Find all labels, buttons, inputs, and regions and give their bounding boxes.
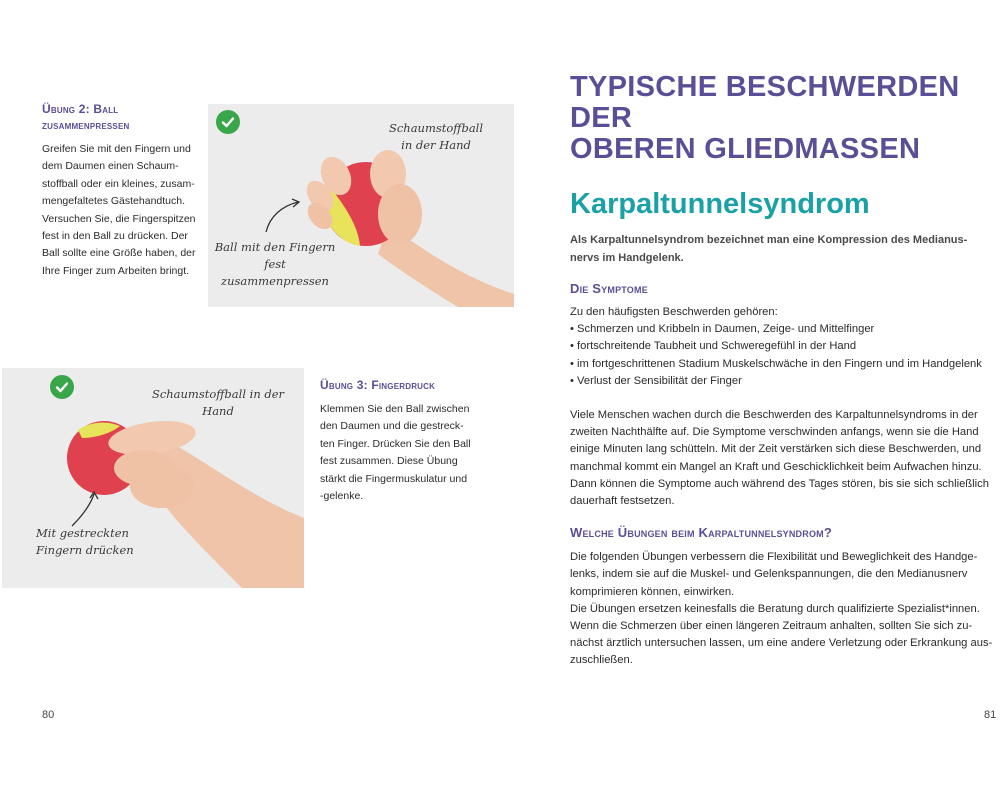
page-heading: TYPISCHE BESCHWERDEN DER OBEREN GLIEDMASSEN — [570, 71, 960, 165]
page-number-right: 81 — [984, 709, 997, 721]
list-item: • Verlust der Sensibilität der Finger — [570, 374, 742, 387]
page-number-left: 80 — [42, 709, 55, 721]
exercise-3-text: Klemmen Sie den Ball zwischen den Daumen und die gestreck- ten Finger. Drücken Sie den Ball fest zusammen. Diese Übung stärkt die Fingermuskulatur und -gelenke. — [320, 403, 471, 503]
exercise-2-block — [42, 101, 202, 280]
night-symptoms-paragraph: Viele Menschen wachen durch die Beschwerden des Karpaltunnelsyndroms in der zweiten Nachthälfte auf. Die Symptome verschwinden anfangs, wenn sie die Hand einige Minuten lang schütteln. Mit der Zeit verstärken sich diese Beschwerden, und manchmal kommt ein Mangel an Kraft und Geschicklichkeit beim Aufwachen hinzu. Dann können die Symptome auch während des Tages stören, bis sie sich schließlich dauerhaft festsetzen. — [570, 409, 989, 508]
exercise-3-title: Übung 3: Fingerdruck — [320, 378, 436, 392]
list-item: • im fortgeschrittenen Stadium Muskelschwäche in den Fingern und im Handgelenk — [570, 357, 982, 370]
list-item: • Schmerzen und Kribbeln in Daumen, Zeige- und Mittelfinger — [570, 323, 875, 336]
exercise-2-title: Übung 2: Ball zusammenpressen — [42, 102, 130, 132]
photo-caption-press: Mit gestreckten Fingern drücken — [36, 526, 134, 557]
list-item: • fortschreitende Taubheit und Schweregefühl in der Hand — [570, 340, 857, 353]
exercises-paragraph: Die folgenden Übungen verbessern die Flexibilität und Beweglichkeit des Handge- lenks, indem sie auf die Muskel- und Gelenkspannungen, die den Medianusnerv komprimieren können, einwirken. Die Übungen ersetzen keinesfalls die Beratung durch qualifizierte Spezialist*innen. Wenn die Schmerzen über einen längeren Zeitraum anhalten, sollten Sie sich zu- nächst ärztlich untersuchen lassen, um eine andere Verletzung oder Erkrankung aus- zuschließen. — [570, 551, 993, 667]
symptoms-list: Zu den häufigsten Beschwerden gehören: • Schmerzen und Kribbeln in Daumen, Zeige- und Mittelfinger • fortschreitende Taubheit und Schweregefühl in der Hand • im fortgeschrittenen Stadium Muskelschwäche in den Fingern und im Handgelenk • Verlust der Sensibilität der Finger — [570, 304, 996, 390]
photo-caption-squeeze: Ball mit den Fingern fest zusammenpressen — [214, 240, 336, 288]
exercise-2-text: Greifen Sie mit den Fingern und dem Daumen einen Schaum- stoffball oder ein kleines, zusam- mengefaltetes Gästehandtuch. Versuchen Sie, die Fingerspitzen fest in den Ball zu drücken. Der Ball sollte eine Größe haben, der Ihre Finger zum Arbeiten bringt. — [42, 143, 196, 277]
exercise-3-block — [320, 377, 480, 505]
exercises-heading: Welche Übungen beim Karpaltunnelsyndrom? — [570, 525, 832, 541]
symptoms-heading: Die Symptome — [570, 281, 648, 296]
lead-paragraph: Als Karpaltunnelsyndrom bezeichnet man eine Kompression des Medianus- nervs im Handgelenk. — [570, 234, 968, 264]
section-title: Karpaltunnelsyndrom — [570, 188, 870, 220]
right-page-content — [570, 72, 996, 670]
exercise-3-photo — [2, 368, 304, 588]
exercise-2-photo — [208, 104, 514, 307]
photo-caption-ball-in-hand: Schaumstoffball in der Hand — [151, 387, 285, 418]
photo-caption-ball-in-hand: Schaumstoffball in der Hand — [388, 121, 484, 152]
